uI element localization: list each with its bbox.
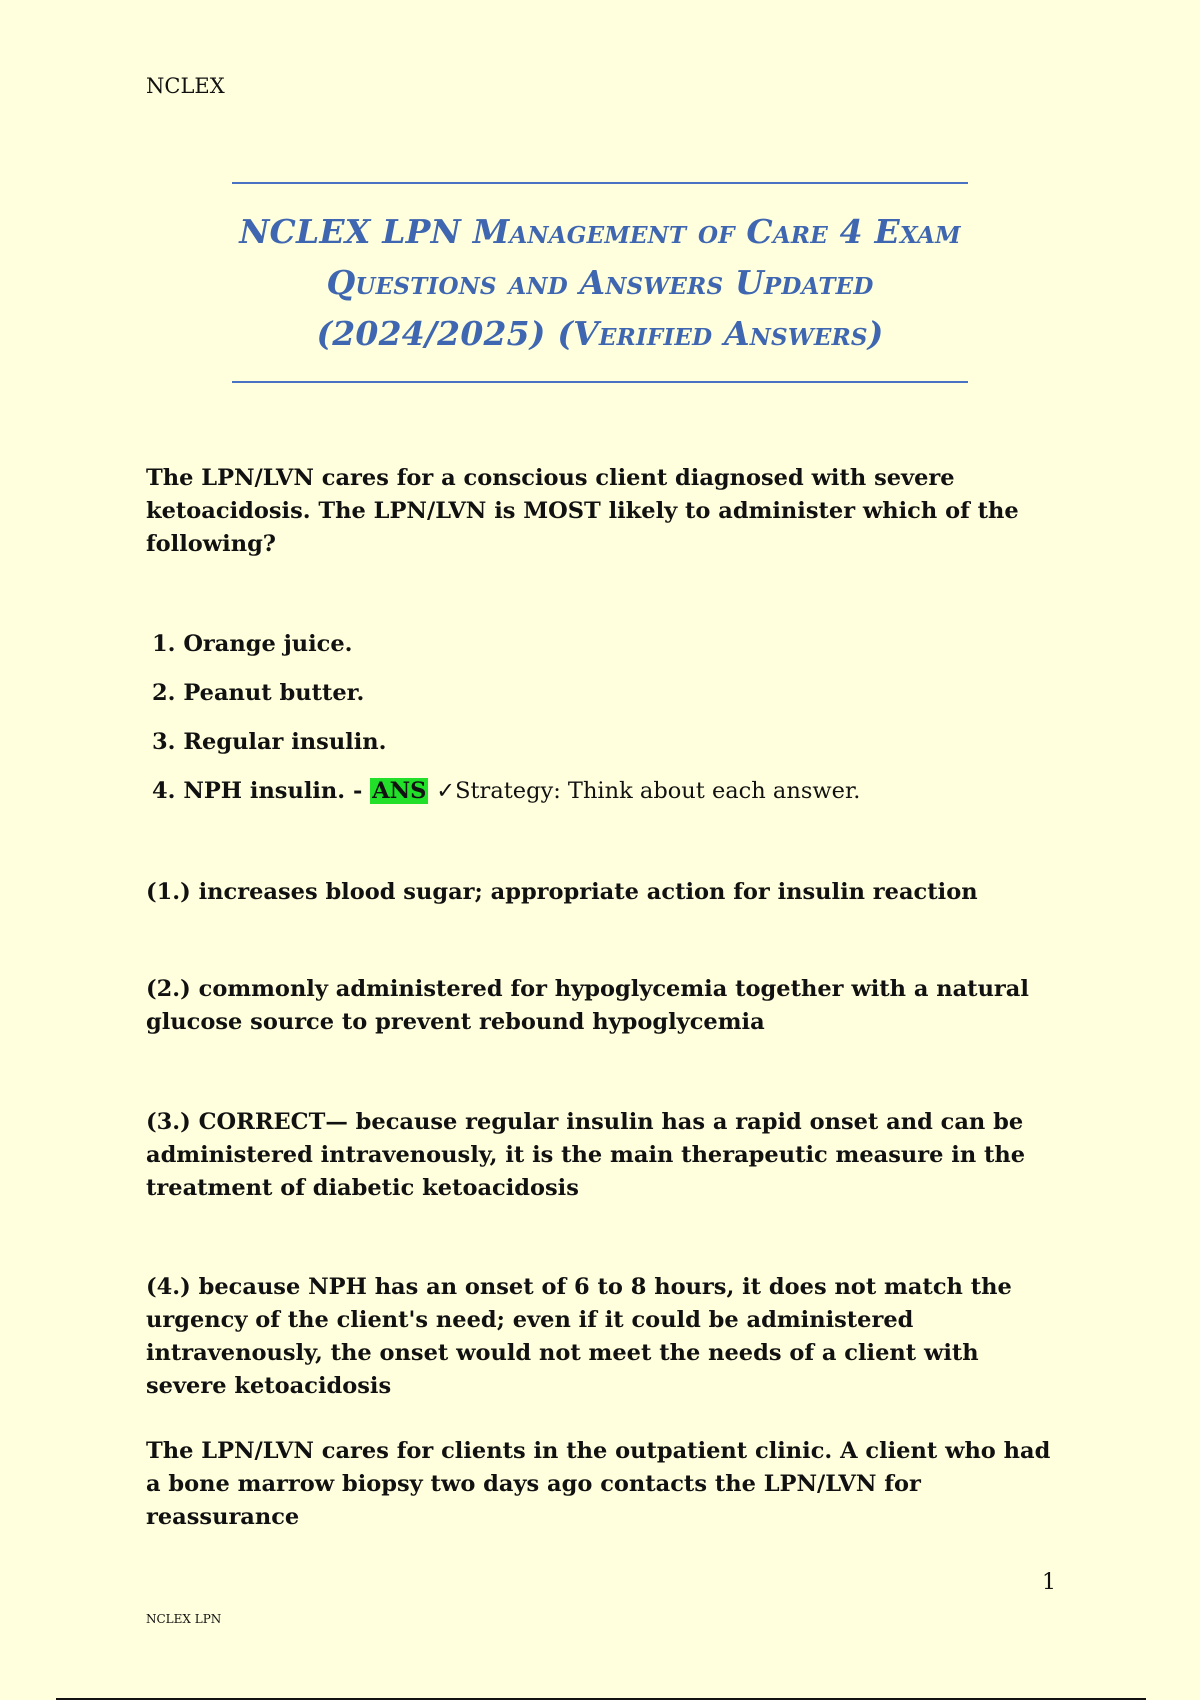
option-1-text: 1. Orange juice. xyxy=(152,631,353,657)
answer-badge: ANS xyxy=(372,778,427,804)
option-4 xyxy=(146,773,1066,822)
strategy-text: ✓Strategy: Think about each answer. xyxy=(436,778,861,804)
document-title xyxy=(232,182,968,383)
option-2 xyxy=(146,675,1066,724)
explanation-3: (3.) CORRECT— because regular insulin has a rapid onset and can be administered intravenously, it is the main therapeutic measure in the treatment of diabetic ketoacidosis xyxy=(146,1109,1026,1201)
title-line-3: (2024/2025) (Verified Answers) xyxy=(316,314,884,353)
question-1-text: The LPN/LVN cares for a conscious client diagnosed with severe ketoacidosis. The LPN/LVN is MOST likely to administer which of the following? xyxy=(146,465,1019,557)
footer-label: NCLEX LPN xyxy=(146,1612,222,1626)
explanation-2: (2.) commonly administered for hypoglycemia together with a natural glucose source to prevent rebound hypoglycemia xyxy=(146,976,1029,1035)
title-line-1: NCLEX LPN Management of Care 4 Exam xyxy=(239,212,961,251)
question-2-text: The LPN/LVN cares for clients in the outpatient clinic. A client who had a bone marrow biopsy two days ago contacts the LPN/LVN for reassurance xyxy=(146,1438,1051,1530)
option-3-text: 3. Regular insulin. xyxy=(152,729,387,755)
page-number: 1 xyxy=(1042,1570,1056,1595)
question-1-options xyxy=(146,626,1066,822)
option-3 xyxy=(146,724,1066,773)
title-line-2: Questions and Answers Updated xyxy=(326,263,874,302)
option-4-text: 4. NPH insulin. - xyxy=(152,778,371,804)
explanation-1: (1.) increases blood sugar; appropriate action for insulin reaction xyxy=(146,879,978,905)
explanation-4: (4.) because NPH has an onset of 6 to 8 hours, it does not match the urgency of the client's need; even if it could be administered intravenously, the onset would not meet the needs of a client with severe ketoacidosis xyxy=(146,1274,1012,1399)
header-label: NCLEX xyxy=(146,74,225,98)
option-2-text: 2. Peanut butter. xyxy=(152,680,365,706)
option-1 xyxy=(146,626,1066,675)
